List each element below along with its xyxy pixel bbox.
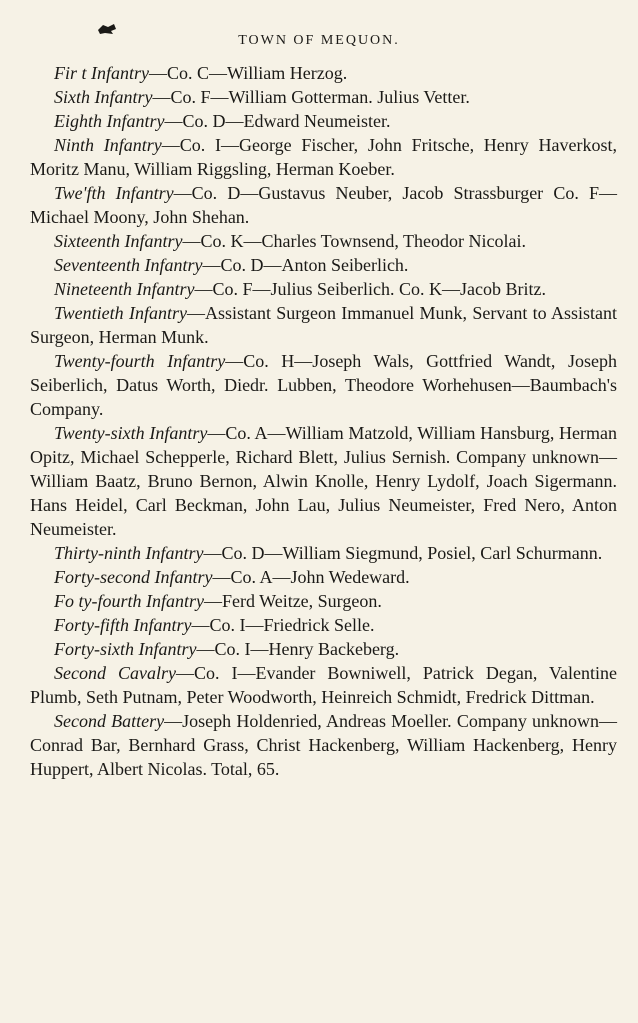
- entry-text: —Ferd Weitze, Surgeon.: [203, 591, 382, 611]
- unit-name: Fo ty-fourth Infantry: [54, 591, 204, 611]
- entry-second-battery: [30, 709, 617, 781]
- unit-name: Seventeenth Infantry: [54, 255, 203, 275]
- unit-name: Thirty-ninth Infantry: [54, 543, 204, 563]
- regiment-list: [30, 61, 617, 781]
- entry-forty-fourth-infantry: [30, 589, 617, 613]
- entry-text: —Co. D—William Siegmund, Posiel, Carl Schurmann.: [203, 543, 603, 563]
- entry-twelfth-infantry: [30, 181, 617, 229]
- entry-twenty-fourth-infantry: [30, 349, 617, 421]
- entry-text: —Assistant Surgeon Immanuel Munk, Servant to Assistant Surgeon, Herman Munk.: [30, 303, 617, 347]
- entry-twenty-sixth-infantry: [30, 421, 617, 541]
- unit-name: Forty-fifth Infantry: [54, 615, 192, 635]
- entry-text: —Co. C—William Herzog.: [149, 63, 348, 83]
- entry-sixteenth-infantry: [30, 229, 617, 253]
- entry-text: —Joseph Holdenried, Andreas Moeller. Company unknown—Conrad Bar, Bernhard Grass, Christ Hackenberg, William Hackenberg, Henry Huppert, Albert Nicolas. Total, 65.: [30, 711, 618, 779]
- unit-name: Ninth Infantry: [54, 135, 162, 155]
- entry-forty-fifth-infantry: [30, 613, 617, 637]
- page-header: TOWN OF MEQUON.: [238, 33, 400, 48]
- entry-text: —Co. K—Charles Townsend, Theodor Nicolai.: [182, 231, 526, 251]
- entry-first-infantry: [30, 61, 617, 85]
- entry-nineteenth-infantry: [30, 277, 617, 301]
- entry-text: —Co. F—William Gotterman. Julius Vetter.: [152, 87, 470, 107]
- unit-name: Forty-sixth Infantry: [54, 639, 197, 659]
- entry-forty-second-infantry: [30, 565, 617, 589]
- unit-name: Second Battery: [54, 711, 165, 731]
- entry-text: —Co. D—Gustavus Neuber, Jacob Strassburger Co. F—Michael Moony, John Shehan.: [30, 183, 617, 227]
- entry-text: —Co. I—Evander Bowniwell, Patrick Degan, Valentine Plumb, Seth Putnam, Peter Woodworth, Heinreich Schmidt, Fredrick Dittman.: [30, 663, 618, 707]
- unit-name: Sixth Infantry: [54, 87, 153, 107]
- entry-text: —Co. H—Joseph Wals, Gottfried Wandt, Joseph Seiberlich, Datus Worth, Diedr. Lubben, Theodore Worhehusen—Baumbach's Company.: [30, 351, 617, 419]
- entry-eighth-infantry: [30, 109, 617, 133]
- unit-name: Twentieth Infantry: [54, 303, 187, 323]
- unit-name: Twe'fth Infantry: [54, 183, 174, 203]
- entry-ninth-infantry: [30, 133, 617, 181]
- entry-text: —Co. I—Henry Backeberg.: [196, 639, 400, 659]
- unit-name: Twenty-sixth Infantry: [54, 423, 208, 443]
- entry-sixth-infantry: [30, 85, 617, 109]
- unit-name: Forty-second Infantry: [54, 567, 213, 587]
- entry-text: —Co. D—Edward Neumeister.: [164, 111, 391, 131]
- unit-name: Sixteenth Infantry: [54, 231, 183, 251]
- entry-thirty-ninth-infantry: [30, 541, 617, 565]
- entry-seventeenth-infantry: [30, 253, 617, 277]
- entry-text: —Co. A—John Wedeward.: [212, 567, 410, 587]
- unit-name: Twenty-fourth Infantry: [54, 351, 226, 371]
- entry-second-cavalry: [30, 661, 617, 709]
- entry-text: —Co. F—Julius Seiberlich. Co. K—Jacob Britz.: [194, 279, 546, 299]
- entry-forty-sixth-infantry: [30, 637, 617, 661]
- entry-text: —Co. A—William Matzold, William Hansburg, Herman Opitz, Michael Schepperle, Richard Blett, Julius Sernish. Company unknown—William Baatz, Bruno Bernon, Alwin Knolle, Henry Lydolf, Joach Sigermann. Hans Heidel, Carl Beckman, John Lau, Julius Neumeister, Fred Nero, Anton Neumeister.: [30, 423, 617, 539]
- unit-name: Fir t Infantry: [54, 63, 149, 83]
- entry-text: —Co. I—George Fischer, John Fritsche, Henry Haverkost, Moritz Manu, William Riggsling, Herman Koeber.: [30, 135, 617, 179]
- entry-twentieth-infantry: [30, 301, 617, 349]
- unit-name: Second Cavalry: [54, 663, 176, 683]
- unit-name: Eighth Infantry: [54, 111, 165, 131]
- entry-text: —Co. D—Anton Seiberlich.: [202, 255, 409, 275]
- entry-text: —Co. I—Friedrick Selle.: [191, 615, 375, 635]
- unit-name: Nineteenth Infantry: [54, 279, 195, 299]
